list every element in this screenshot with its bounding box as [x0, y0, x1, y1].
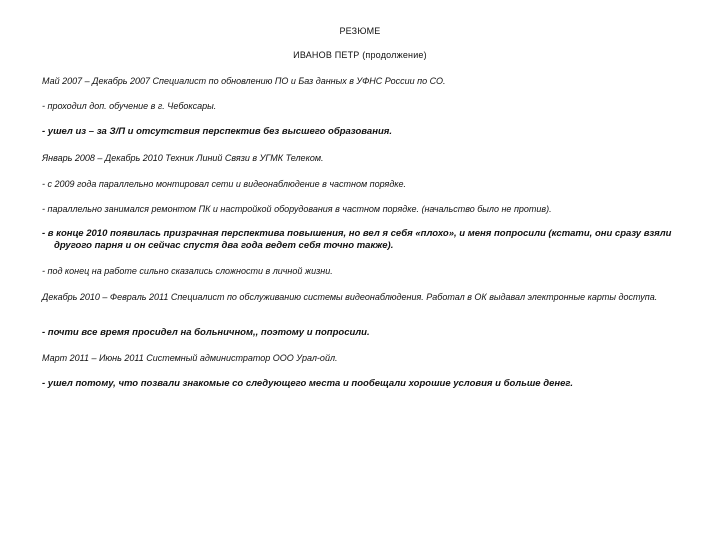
note-left-ufns: - ушел из – за З/П и отсутствия перспектив без высшего образования.	[42, 126, 392, 137]
job-entry-video: Декабрь 2010 – Февраль 2011 Специалист по обслуживанию системы видеонаблюдения. Работал в ОК выдавал электронные карты доступа.	[42, 292, 658, 302]
note-sick-leave: - почти все время просидел на больничном,, поэтому и попросили.	[42, 327, 370, 338]
note-personal-life: - под конец на работе сильно сказались сложности в личной жизни.	[42, 266, 333, 276]
note-networks: - с 2009 года параллельно монтировал сети и видеонаблюдение в частном порядке.	[42, 179, 407, 189]
note-pc-repair: - параллельно занимался ремонтом ПК и настройкой оборудования в частном порядке. (начальство было не против).	[42, 204, 552, 214]
job-entry-uraloil: Март 2011 – Июнь 2011 Системный администратор ООО Урал-ойл.	[42, 353, 338, 363]
document-subtitle: ИВАНОВ ПЕТР (продолжение)	[293, 50, 427, 60]
note-training: - проходил доп. обучение в г. Чебоксары.	[42, 101, 217, 111]
note-left-uraloil: - ушел потому, что позвали знакомые со следующего места и пообещали хорошие условия и больше денег.	[42, 378, 573, 389]
job-entry-ufns: Май 2007 – Декабрь 2007 Специалист по обновлению ПО и Баз данных в УФНС России по СО.	[42, 76, 446, 86]
note-promotion: - в конце 2010 появилась призрачная перспектива повышения, но вел я себя «плохо», и меня попросили (кстати, они сразу взяли другого парня и он сейчас спустя два года ведет себя точно также).	[42, 228, 672, 251]
job-entry-ugmk: Январь 2008 – Декабрь 2010 Техник Линий Связи в УГМК Телеком.	[42, 153, 324, 163]
document-title: РЕЗЮМЕ	[339, 26, 381, 36]
